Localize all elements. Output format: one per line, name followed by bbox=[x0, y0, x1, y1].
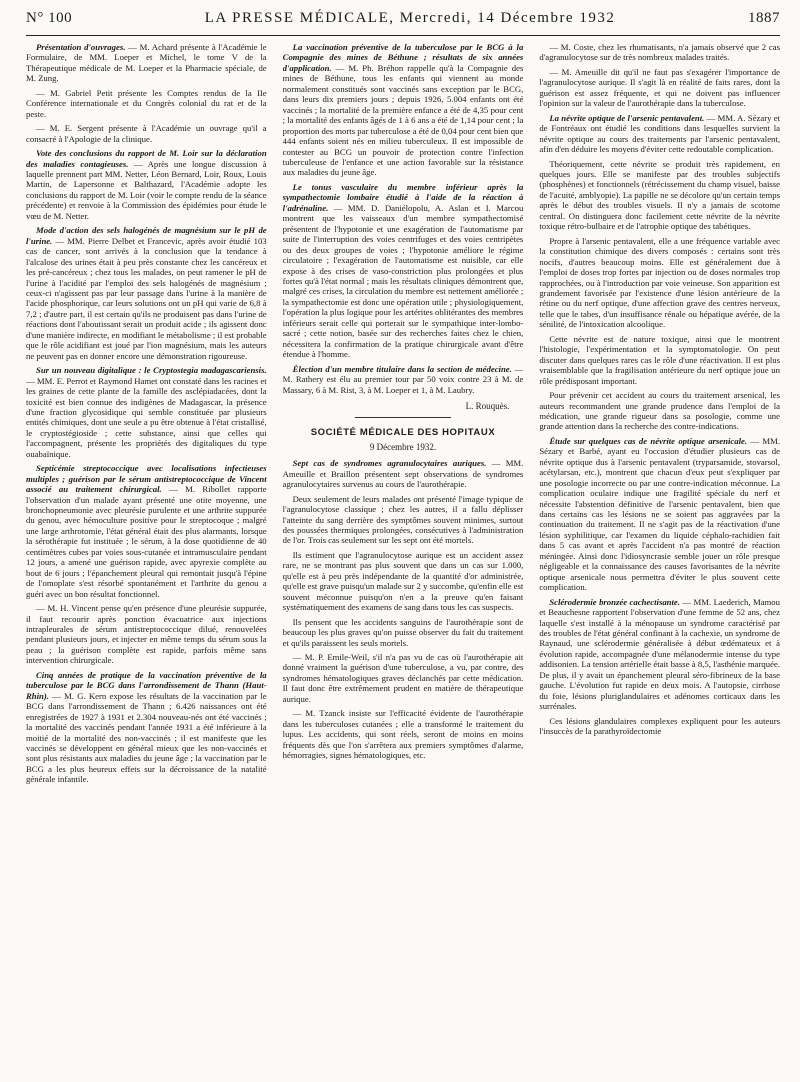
article-paragraph bbox=[26, 42, 267, 84]
article-paragraph bbox=[26, 603, 267, 666]
article-heading: La vaccination préventive de la tuberculose par le BCG à la Compagnie des mines de Béthune ; résultats de six années d'application. bbox=[282, 42, 524, 73]
article-heading: Le tonus vasculaire du membre inférieur après la sympathectomie lombaire étudié à l'aide de la réaction à l'adrénaline. bbox=[282, 181, 524, 213]
article-text: — MM. Ameuille et Braillon présentent sept observations de syndromes agranulocytaires survenus au cours de l'aurothérapie. bbox=[282, 458, 524, 490]
article-text: — MM. A. Sézary et de Fontréaux ont étudié les conditions dans lesquelles survient la névrite optique au cours des traitements par l'arsenic pentavalent, afin d'en déduire les moyens d'éviter cette redoutable complication. bbox=[539, 112, 780, 155]
article-paragraph bbox=[283, 182, 524, 360]
article-paragraph bbox=[26, 463, 267, 599]
article-text: — MM. E. Perrot et Raymond Hamet ont constaté dans les racines et les graines de cette plante de la famille des asclépiadacées, dont la toxicité est bien connue des indigènes de Madagascar, la présence d'une fraction glycosidique qui semble constituée par plusieurs entités chimiques, dont une seule a pu être obtenue à l'état cristallisé, le cryptostégioside ; cette substance, ainsi que celles qui l'accompagnent, présente les propriétés des digitaliques du type ouabaïnique. bbox=[26, 375, 267, 459]
article-text: — M. Coste, chez les rhumatisants, n'a jamais observé que 2 cas d'agranulocytose sur de très nombreux malades traités. bbox=[539, 42, 780, 63]
page-header bbox=[26, 10, 780, 36]
article-heading: Présentation d'ouvrages. bbox=[36, 42, 126, 52]
article-text: — M. Gabriel Petit présente les Comptes rendus de la IIe Conférence internationale et du Congrès colonial du rat et de la peste. bbox=[26, 87, 267, 119]
article-text: — MM. Laederich, Mamou et Beauchesne rapportent l'observation d'une femme de 52 ans, chez laquelle s'est installé à la ménopause un syndrome caractérisé par des troubles de l'état général confinant à la cachexie, un syndrome de Raynaud, une sclérodermie généralisée à début œdémateux et à évolution rapide, accompagnée d'une mélanodermie intense du type addisonien. La tension artérielle était basse à 8,5, l'asthénie marquée. De plus, il y avait un épanchement pleural séro-fibrineux de la base gauche. L'évolution fut rapide en deux mois. A l'autopsie, cirrhose du foie, lésions pluriglandulaires et adénomes corticaux dans les surrénales. bbox=[539, 596, 780, 712]
article-paragraph bbox=[26, 670, 267, 785]
article-text: — MM. Sézary et Barbé, ayant eu l'occasion d'étudier plusieurs cas de névrite optique dus à l'arsenic pentavalent (tryparsamide, stovarsol, acétylarsan, etc.), montrent que chacun d'eux peut s'expliquer par une posologie incorrecte ou par une contre-indication méconnue. La complication oculaire indique une fragilité spéciale du nerf et nécessite l'abstention définitive de l'arsenic pentavalent, bien que dans certains cas les lésions ne se soient pas aggravées par la continuation du traitement. Il ne s'agit pas de la réactivation d'une lésion syphilitique, car l'examen du liquide céphalo-rachidien fait dans 5 cas avant et après l'accident n'a pas montré de réaction méningée. Ainsi donc l'idiosyncrasie semble jouer un rôle presque négligeable et la connaissance des causes favorisantes de la névrite optique arsenicale nous permettra d'éviter le plus souvent cette complication. bbox=[539, 435, 780, 593]
column-right bbox=[539, 42, 780, 1080]
article-heading: La névrite optique de l'arsenic pentavalent. bbox=[549, 112, 705, 123]
article-paragraph bbox=[26, 88, 267, 119]
column-left bbox=[26, 42, 267, 1080]
article-text: Ils pensent que les accidents sanguins de l'aurothérapie sont de beaucoup les plus graves qu'on puisse observer du fait du traitement et qu'ils paraissent les seuls mortels. bbox=[282, 616, 524, 648]
article-heading: Mode d'action des sels halogénés de magnésium sur le pH de l'urine. bbox=[26, 225, 267, 246]
article-heading: Cinq années de pratique de la vaccination préventive de la tuberculose par le BCG dans l'arrondissement de Thann (Haut-Rhin). bbox=[26, 669, 267, 701]
article-paragraph bbox=[26, 225, 267, 361]
article-heading: Vote des conclusions du rapport de M. Loir sur la déclaration des maladies contagieuses. bbox=[26, 148, 267, 169]
section-heading: SOCIÉTÉ MÉDICALE DES HOPITAUX bbox=[310, 427, 496, 439]
article-paragraph bbox=[283, 458, 524, 489]
article-text: — M. Achard présente à l'Académie le Formulaire, de MM. Loeper et Michel, le tome V de la Thérapeutique médicale de M. Loeper et la Pharmacie spéciale, de M. Zung. bbox=[26, 42, 267, 84]
masthead-title: LA PRESSE MÉDICALE, Mercredi, 14 Décembre 1932 bbox=[204, 10, 616, 26]
section-date: 9 Décembre 1932. bbox=[369, 441, 437, 452]
article-text: — M. Rathery est élu au premier tour par 50 voix contre 23 à M. de Massary, 6 à M. Rist, 3, à M. Loeper et 1, à M. Laubry. bbox=[282, 363, 524, 395]
article-paragraph bbox=[539, 436, 780, 593]
article-heading: Sur un nouveau digitalique : le Cryptostegia madagascariensis. bbox=[36, 365, 267, 376]
article-paragraph bbox=[539, 67, 780, 109]
article-heading: Étude sur quelques cas de névrite optique arsenicale. bbox=[549, 435, 748, 446]
article-paragraph bbox=[283, 364, 524, 395]
article-text: — MM. D. Daniélopolu, A. Aslan et I. Marcou montrent que les vaisseaux d'un membre sympathectomisé présentent de l'hypotonie et une exagération de l'automatisme par suite de l'interruption des voies centrifuges et des voies centripètes ou des deux groupes de voies ; l'hypotonie améliore le régime circulatoire ; l'exagération de l'automatisme est nuisible, car elle expose à des crises de vaso-constriction plus prolongées et plus fortes qu'à l'état normal ; mais les résultats cliniques démontrent que, malgré ces crises, la circulation du membre est nettement améliorée ; la sympathectomie est donc une opération utile ; physiologiquement, l'opération la plus logique pour les artérites oblitérantes des membres inférieurs serait celle qui porterait sur le sympathique inter-lombo-sacré ; cette notion, basée sur des recherches faites chez le chien, nécessitera la confirmation de la pratique chirurgicale avant d'être étendue à l'homme. bbox=[282, 202, 524, 360]
article-heading: Sclérodermie bronzée cachectisante. bbox=[549, 596, 680, 607]
section-divider bbox=[355, 417, 451, 418]
article-paragraph bbox=[539, 236, 780, 330]
article-paragraph bbox=[539, 159, 780, 232]
article-paragraph bbox=[283, 652, 524, 704]
column-middle bbox=[283, 42, 524, 1080]
article-paragraph bbox=[539, 716, 780, 737]
article-text: — MM. Pierre Delbet et Francevic, après avoir étudié 103 cas de cancer, sont arrivés à la conclusion que la tendance à l'alcalose des urines était à peu près constante chez les cancéreux et les pré-cancéreux ; chez tous les malades, on peut ramener le pH de l'urine à l'acidité par l'emploi des sels halogénés de magnésium ; ceux-ci n'agissent pas par leur passage dans l'urine à la manière de l'acide phosphorique, car leurs solutions ont un pH qui varie de 6,8 à 7,2 ; d'autre part, il est certain qu'ils ne produisent pas dans l'urine de réactions dont l'aboutissant serait un produit acide ; ils agissent donc d'une manière indirecte, en modifiant le métabolisme ; il est probable que le rôle acidifiant est joué par l'ion magnésium, mais les auteurs ne peuvent pas en donner encore une démonstration rigoureuse. bbox=[26, 235, 267, 361]
issue-number: N° 100 bbox=[26, 10, 73, 26]
article-text: Pour prévenir cet accident au cours du traitement arsenical, les auteurs recommandent une grande prudence dans l'emploi de la médication, une grande rigueur dans sa posologie, comme une grande attention dans la recherche des contre-indications. bbox=[539, 390, 780, 432]
article-text: Ces lésions glandulaires complexes expliquent pour les auteurs l'insuccès de la parathyroïdectomie bbox=[539, 715, 780, 737]
article-text: — M. Ph. Bréhon rappelle qu'à la Compagnie des mines de Béthune, tous les enfants qui viennent au monde normalement constitués sont vaccinés sans exception par le BCG, dans leurs dix premiers jours ; depuis 1926, 5.004 enfants ont été vaccinés ; la mortalité de la première enfance a été de 4,35 pour cent ; la mortalité des enfants âgés de 1 à 6 ans a été de 1,14 pour cent ; la proportion des morts par tuberculose a été de 0,04 pour cent bien que 444 enfants soient nés en milieu tuberculeux. Il est impossible de contester au BCG un pouvoir de protection contre l'infection tuberculeuse de l'enfance et une action favorable sur la résistance aux maladies du jeune âge. bbox=[282, 62, 524, 178]
article-text: — M. Ribollet rapporte l'observation d'un malade ayant présenté une otite moyenne, une bronchopneumonie avec pleurésie purulente et une arthrite suppurée du genou, avec hémoculture positive pour le streptocoque ; malgré une large arthrotomie, l'état général était des plus alarmants, lorsque la sérothérapie fut instituée ; le sérum, à la dose quotidienne de 40 centimètres cubes par voies sous-cutanée et intramusculaire pendant 12 jours, a amené une guérison rapide, avec apyrexie complète au bout de 6 jours ; l'épanchement pleural qui remontait jusqu'à l'épine de l'omoplate s'est résorbé spontanément et l'arthrite du genou a guéri avec un bon résultat fonctionnel. bbox=[26, 484, 267, 599]
article-text: Cette névrite est de nature toxique, ainsi que le montrent l'histologie, l'expérimentation et la symptomatologie. On peut discuter dans quelques rares cas le rôle d'une réactivation. Il est plus vraisemblable que la fragilisation antérieure du nerf optique joue un rôle prédisposant important. bbox=[539, 333, 780, 386]
article-heading: Élection d'un membre titulaire dans la section de médecine. bbox=[292, 363, 512, 374]
article-text: — M. E. Sergent présente à l'Académie un ouvrage qu'il a consacré à l'Apologie de la clinique. bbox=[26, 123, 267, 144]
article-text: — M. Tzanck insiste sur l'efficacité évidente de l'aurothérapie dans les tuberculoses cutanées ; elle a transformé le traitement du lupus. Les accidents, qui sont réels, seront de moins en moins fréquents dès que l'on s'arrêtera aux premiers symptômes d'alarme, hémorragies, signes hématologiques, etc. bbox=[282, 708, 524, 761]
article-paragraph bbox=[283, 42, 524, 178]
article-paragraph bbox=[539, 113, 780, 155]
author-signature: L. Rouquès. bbox=[465, 400, 510, 411]
article-text: — Après une longue discussion à laquelle prennent part MM. Netter, Léon Bernard, Loir, Roux, Louis Martin, de Lapersonne et Balthazard, l'Académie adopte les conclusions du rapport de M. Loir (voir le compte rendu de la séance précédente) et renvoie à la Commission des épidémies pour étude le vœu de M. Netter. bbox=[26, 158, 267, 221]
article-text: — M. Ameuille dit qu'il ne faut pas s'exagérer l'importance de l'agranulocytose aurique. Il s'agit là en réalité de faits rares, dont la guérison est assez fréquente, et qui ne doivent pas influencer l'opinion sur la valeur de l'aurothérapie dans la tuberculose. bbox=[539, 66, 780, 109]
article-paragraph bbox=[283, 708, 524, 760]
article-text: — M. G. Kern expose les résultats de la vaccination par le BCG dans l'arrondissement de Thann ; 6.426 naissances ont été enregistrées de 1927 à 1931 et 2.304 nouveau-nés ont été vaccinés ; la mortalité des vaccinés pendant l'année 1931 a été inférieure à la moitié de la mortalité des non-vaccinés ; il est manifeste que les vaccinés se développent en général mieux que les non-vaccinés et sont plus résistants aux maladies du jeune âge ; la vaccination par le BCG a les plus heureux effets sur la décroissance de la natalité générale infantile. bbox=[26, 690, 267, 785]
text-columns bbox=[26, 42, 780, 1080]
article-text: — M. P. Emile-Weil, s'il n'a pas vu de cas où l'aurothérapie ait donné vraiment la guérison d'une tuberculose, a vu, par contre, des syndromes hématologiques graves déclanchés par cette médication. Il faut donc être extrêmement prudent en matière de thérapeutique aurique. bbox=[282, 652, 524, 704]
article-text: Théoriquement, cette névrite se produit très rapidement, en quelques jours. Elle se manifeste par des troubles subjectifs (phosphènes) et fonctionnels (rétrécissement du champ visuel, baisse de l'acuité, amblyopie). La papille ne se décolore qu'un certain temps après le début des troubles visuels. Il n'y a jamais de scotome central. On distinguera donc facilement cette névrite de la névrite toxique rétro-bulbaire et de l'atrophie optique des tabétiques. bbox=[539, 158, 780, 232]
article-paragraph bbox=[26, 365, 267, 459]
article-text: — M. H. Vincent pense qu'en présence d'une pleurésie suppurée, il faut recourir après ponction évacuatrice aux injections intrapleurales de sérum antistreptococcique dilué, renouvelées pendant plusieurs jours, et injecter en même temps du sérum sous la peau ; la guérison complète est rapide, parfois même sans intervention chirurgicale. bbox=[26, 603, 267, 666]
article-paragraph bbox=[539, 390, 780, 432]
article-text: Ils estiment que l'agranulocytose aurique est un accident assez rare, ne se montrant pas plus souvent que dans un cas sur 1.000, qu'elle est à peu près indépendante de la quantité d'or administrée, qu'elle est grave puisqu'un malade sur 2 y succombe, qu'enfin elle est souvent méconnue puisqu'on n'en a la preuve qu'en faisant systématiquement des examens de sang dans tous les cas suspects. bbox=[282, 549, 524, 613]
article-paragraph bbox=[283, 494, 524, 546]
article-paragraph bbox=[539, 334, 780, 386]
article-paragraph bbox=[539, 597, 780, 712]
article-paragraph bbox=[26, 148, 267, 221]
article-paragraph bbox=[539, 42, 780, 63]
article-paragraph bbox=[26, 123, 267, 144]
page-number: 1887 bbox=[747, 10, 780, 26]
article-paragraph bbox=[283, 617, 524, 648]
article-heading: Sept cas de syndromes agranulocytaires auriques. bbox=[292, 458, 487, 469]
article-text: Propre à l'arsenic pentavalent, elle a une fréquence variable avec la constitution chimique des divers composés : certains sont très nocifs, d'autres beaucoup moins. Elle est généralement due à l'emploi de doses trop fortes par injection ou de doses normales trop rapprochées, ou à l'introduction par voie veineuse. Son apparition est grandement favorisée par l'existence d'une lésion antérieure de la rétine ou du nerf optique, d'une affection grave des centres nerveux, telle que le tabes, d'un insuffisance rénale ou hépatique avérée, de la sénilité, de l'intoxication alcoolique. bbox=[539, 235, 780, 330]
article-text: Deux seulement de leurs malades ont présenté l'image typique de l'agranulocytose classique ; chez les autres, il a fallu déplisser l'atteinte du sang derrière des symptômes souvent minimes, surtout des poussées thermiques prolongées, consécutives à l'administration de l'or. Trois cas seulement sur les sept ont été mortels. bbox=[282, 493, 524, 546]
article-paragraph bbox=[283, 550, 524, 613]
article-heading: Septicémie streptococcique avec localisations infectieuses multiples ; guérison par le sérum antistreptococcique de Vincent associé au traitement chirurgical. bbox=[26, 463, 267, 495]
